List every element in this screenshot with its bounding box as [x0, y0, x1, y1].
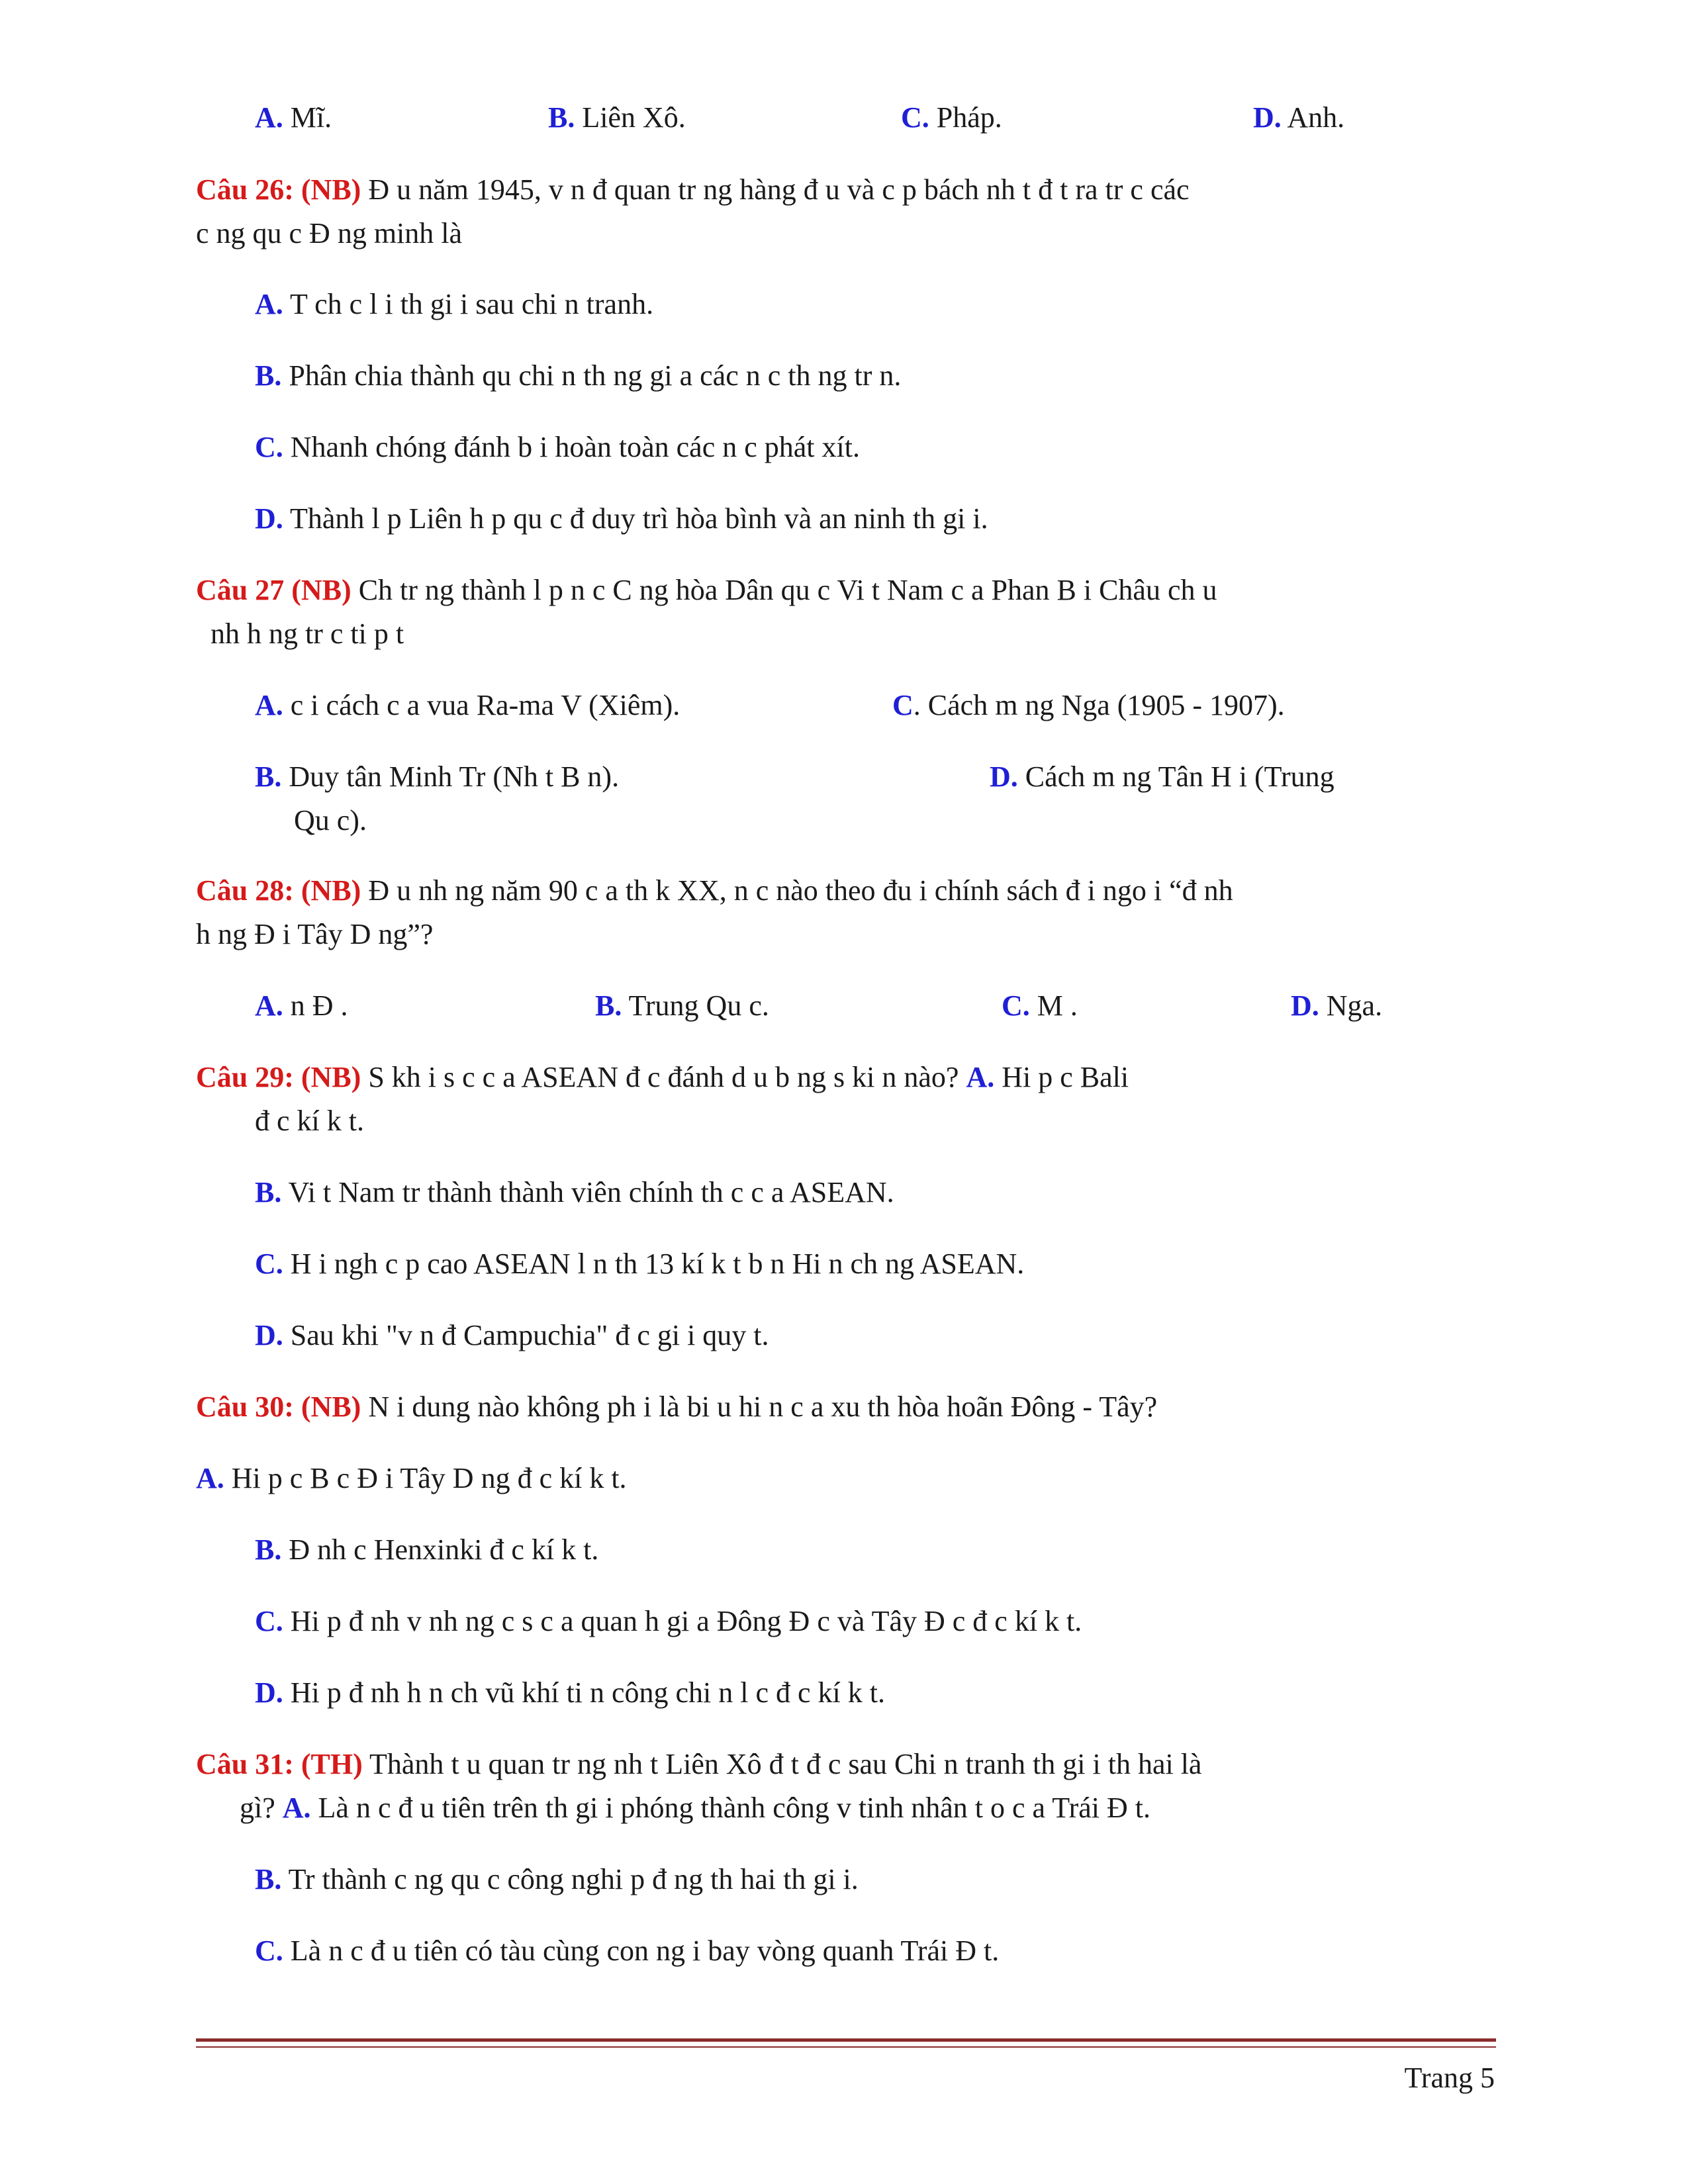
q25-option-a: A. Mĩ. — [255, 101, 332, 134]
q26-option-a: A. T ch c l i th gi i sau chi n tranh. — [255, 288, 654, 320]
q28-option-b: B. Trung Qu c. — [595, 989, 769, 1022]
q29-option-b: B. Vi t Nam tr thành thành viên chính th c c a ASEAN. — [255, 1176, 894, 1208]
q28-stem-line-1: Câu 28: (NB) Đ u nh ng năm 90 c a th k XX, n c nào theo đu i chính sách đ i ngo i “đ nh — [196, 874, 1233, 907]
q29-stem-line-2: đ c kí k t. — [255, 1105, 364, 1137]
q25-option-b: B. Liên Xô. — [548, 101, 686, 134]
q27-option-a: A. c i cách c a vua Ra-ma V (Xiêm). — [255, 689, 680, 721]
page-number: Trang 5 — [1404, 2062, 1495, 2094]
q28-option-d: D. Nga. — [1291, 989, 1383, 1022]
q30-option-b: B. Đ nh c Henxinki đ c kí k t. — [255, 1533, 599, 1566]
q31-option-c: C. Là n c đ u tiên có tàu cùng con ng i bay vòng quanh Trái Đ t. — [255, 1934, 1000, 1967]
q25-option-c: C. Pháp. — [901, 101, 1002, 134]
q29-option-a-text: Hi p c Bali — [994, 1061, 1129, 1093]
q29-option-d: D. Sau khi "v n đ Campuchia" đ c gi i quy t. — [255, 1319, 769, 1351]
q30-option-a: A. Hi p c B c Đ i Tây D ng đ c kí k t. — [196, 1462, 627, 1494]
q27-stem-line-2: nh h ng tr c ti p t — [211, 617, 404, 650]
q27-option-d-continuation: Qu c). — [294, 804, 367, 837]
q29-stem-line-1: Câu 29: (NB) S kh i s c c a ASEAN đ c đánh d u b ng s ki n nào? A. Hi p c Bali — [196, 1061, 1129, 1093]
q31-option-a-text: Là n c đ u tiên trên th gi i phóng thành công v tinh nhân t o c a Trái Đ t. — [310, 1792, 1151, 1824]
q30-option-c: C. Hi p đ nh v nh ng c s c a quan h gi a Đông Đ c và Tây Đ c đ c kí k t. — [255, 1605, 1082, 1637]
q27-stem-line-1: Câu 27 (NB) Ch tr ng thành l p n c C ng hòa Dân qu c Vi t Nam c a Phan B i Châu ch u — [196, 574, 1217, 606]
q31-stem-line-1: Câu 31: (TH) Thành t u quan tr ng nh t Liên Xô đ t đ c sau Chi n tranh th gi i th hai là — [196, 1748, 1202, 1780]
q31-option-b: B. Tr thành c ng qu c công nghi p đ ng th hai th gi i. — [255, 1863, 859, 1895]
q30-stem: Câu 30: (NB) N i dung nào không ph i là bi u hi n c a xu th hòa hoãn Đông - Tây? — [196, 1390, 1158, 1423]
q31-stem-line-2: gì? A. Là n c đ u tiên trên th gi i phóng thành công v tinh nhân t o c a Trái Đ t. — [240, 1792, 1151, 1824]
footer-rule-thin — [196, 2046, 1496, 2048]
q26-option-c: C. Nhanh chóng đánh b i hoàn toàn các n c phát xít. — [255, 431, 860, 463]
q28-option-c: C. M . — [1002, 989, 1078, 1022]
q25-option-d: D. Anh. — [1253, 101, 1345, 134]
q27-option-b: B. Duy tân Minh Tr (Nh t B n). — [255, 760, 620, 793]
q31-option-a-label: A. — [282, 1792, 311, 1824]
q28-option-a: A. n Đ . — [255, 989, 348, 1022]
q27-option-d: D. Cách m ng Tân H i (Trung — [990, 760, 1335, 793]
q26-stem-line-2: c ng qu c Đ ng minh là — [196, 217, 463, 250]
q29-option-a-label: A. — [966, 1061, 995, 1093]
q27-option-c: C. Cách m ng Nga (1905 - 1907). — [892, 689, 1285, 721]
q28-stem-line-2: h ng Đ i Tây D ng”? — [196, 918, 434, 950]
q30-option-d: D. Hi p đ nh h n ch vũ khí ti n công chi n l c đ c kí k t. — [255, 1676, 885, 1709]
q26-option-d: D. Thành l p Liên h p qu c đ duy trì hòa bình và an ninh th gi i. — [255, 502, 988, 535]
q26-option-b: B. Phân chia thành qu chi n th ng gi a các n c th ng tr n. — [255, 359, 902, 392]
q29-option-c: C. H i ngh c p cao ASEAN l n th 13 kí k t b n Hi n ch ng ASEAN. — [255, 1248, 1025, 1280]
q26-stem-line-1: Câu 26: (NB) Đ u năm 1945, v n đ quan tr ng hàng đ u và c p bách nh t đ t ra tr c các — [196, 173, 1190, 206]
footer-rule-thick — [196, 2038, 1496, 2042]
